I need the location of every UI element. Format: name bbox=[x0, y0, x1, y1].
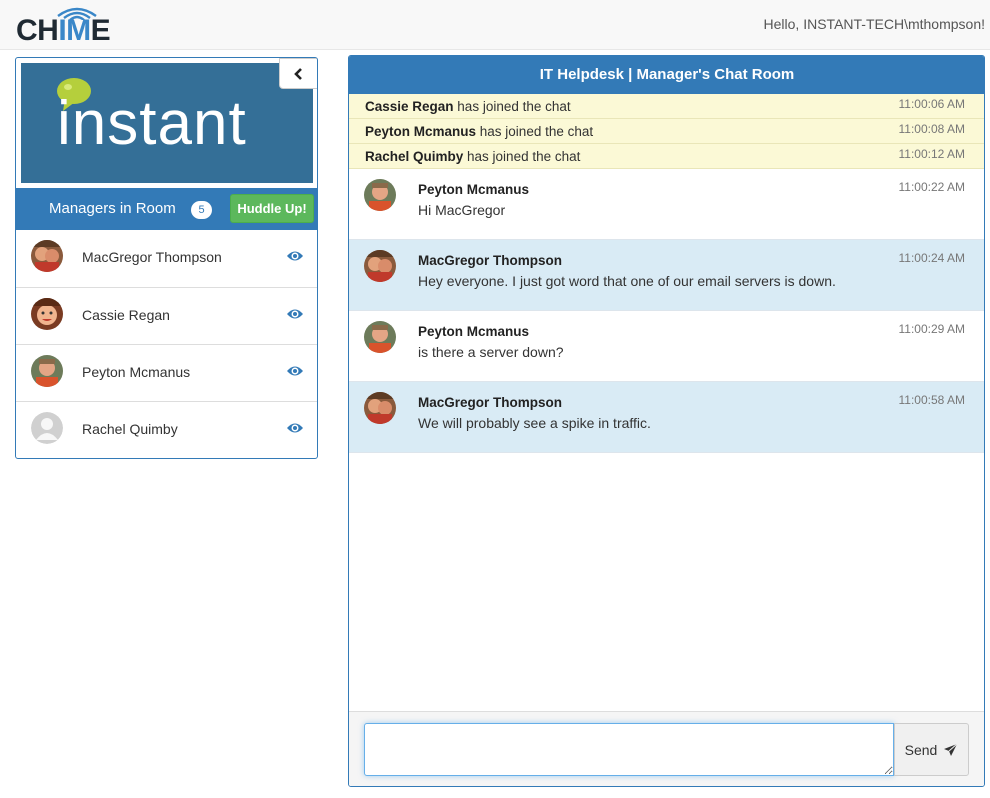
logo-wordmark: CHIME bbox=[16, 14, 111, 47]
member-list bbox=[16, 230, 317, 458]
message-timestamp: 11:00:24 AM bbox=[898, 251, 965, 265]
system-message-text: has joined the chat bbox=[453, 99, 571, 114]
message-timestamp: 11:00:12 AM bbox=[898, 147, 965, 161]
avatar-placeholder bbox=[31, 412, 63, 444]
system-message-user: Cassie Regan bbox=[365, 99, 454, 114]
message-sender: MacGregor Thompson bbox=[418, 253, 563, 268]
system-message bbox=[349, 94, 985, 119]
chime-logo[interactable] bbox=[16, 4, 116, 46]
system-message-user: Peyton Mcmanus bbox=[365, 124, 477, 139]
collapse-sidebar-button[interactable] bbox=[279, 58, 318, 89]
room-title: Managers in Room bbox=[49, 200, 176, 217]
member-name: MacGregor Thompson bbox=[82, 249, 222, 265]
avatar bbox=[364, 250, 396, 282]
eye-icon[interactable] bbox=[286, 249, 304, 263]
eye-icon[interactable] bbox=[286, 307, 304, 321]
chat-message bbox=[349, 311, 985, 382]
message-timestamp: 11:00:58 AM bbox=[898, 393, 965, 407]
avatar bbox=[364, 321, 396, 353]
brand-wordmark: instant bbox=[57, 89, 247, 158]
member-name: Rachel Quimby bbox=[82, 421, 178, 437]
avatar bbox=[364, 392, 396, 424]
eye-icon[interactable] bbox=[286, 364, 304, 378]
message-timestamp: 11:00:06 AM bbox=[898, 97, 965, 111]
message-input[interactable] bbox=[364, 723, 894, 776]
message-timestamp: 11:00:08 AM bbox=[898, 122, 965, 136]
eye-icon[interactable] bbox=[286, 421, 304, 435]
chat-room-title: IT Helpdesk | Manager's Chat Room bbox=[349, 56, 985, 94]
system-message bbox=[349, 144, 985, 169]
member-name: Cassie Regan bbox=[82, 307, 170, 323]
avatar bbox=[31, 355, 63, 387]
message-sender: MacGregor Thompson bbox=[418, 395, 563, 410]
message-sender: Peyton Mcmanus bbox=[418, 182, 530, 197]
avatar bbox=[31, 298, 63, 330]
instant-brand-banner bbox=[21, 63, 313, 183]
chat-message bbox=[349, 240, 985, 311]
huddle-up-button[interactable]: Huddle Up! bbox=[230, 194, 314, 223]
send-label: Send bbox=[904, 741, 938, 758]
member-count-badge: 5 bbox=[191, 201, 212, 219]
member-item[interactable] bbox=[16, 344, 317, 401]
message-text: We will probably see a spike in traffic. bbox=[418, 415, 651, 431]
chat-panel bbox=[348, 55, 985, 787]
chevron-left-icon bbox=[294, 68, 304, 80]
system-message-user: Rachel Quimby bbox=[365, 149, 464, 164]
send-button[interactable] bbox=[894, 723, 969, 776]
chat-message bbox=[349, 169, 985, 240]
chat-compose-bar bbox=[349, 711, 985, 787]
avatar bbox=[31, 240, 63, 272]
member-item[interactable] bbox=[16, 287, 317, 344]
system-message bbox=[349, 119, 985, 144]
user-greeting: Hello, INSTANT-TECH\mthompson! bbox=[763, 16, 985, 32]
paper-plane-icon bbox=[943, 743, 958, 757]
message-text: Hey everyone. I just got word that one of our email servers is down. bbox=[418, 273, 836, 289]
chat-message bbox=[349, 382, 985, 453]
message-text: Hi MacGregor bbox=[418, 202, 506, 218]
message-text: is there a server down? bbox=[418, 344, 564, 360]
message-timestamp: 11:00:22 AM bbox=[898, 180, 965, 194]
system-message-text: has joined the chat bbox=[476, 124, 594, 139]
avatar bbox=[364, 179, 396, 211]
member-name: Peyton Mcmanus bbox=[82, 364, 191, 380]
message-timestamp: 11:00:29 AM bbox=[898, 322, 965, 336]
top-navbar bbox=[0, 0, 990, 50]
system-message-text: has joined the chat bbox=[463, 149, 581, 164]
room-header bbox=[16, 188, 318, 230]
member-item[interactable] bbox=[16, 230, 317, 287]
member-item[interactable] bbox=[16, 401, 317, 458]
message-sender: Peyton Mcmanus bbox=[418, 324, 530, 339]
managers-panel bbox=[15, 57, 318, 459]
